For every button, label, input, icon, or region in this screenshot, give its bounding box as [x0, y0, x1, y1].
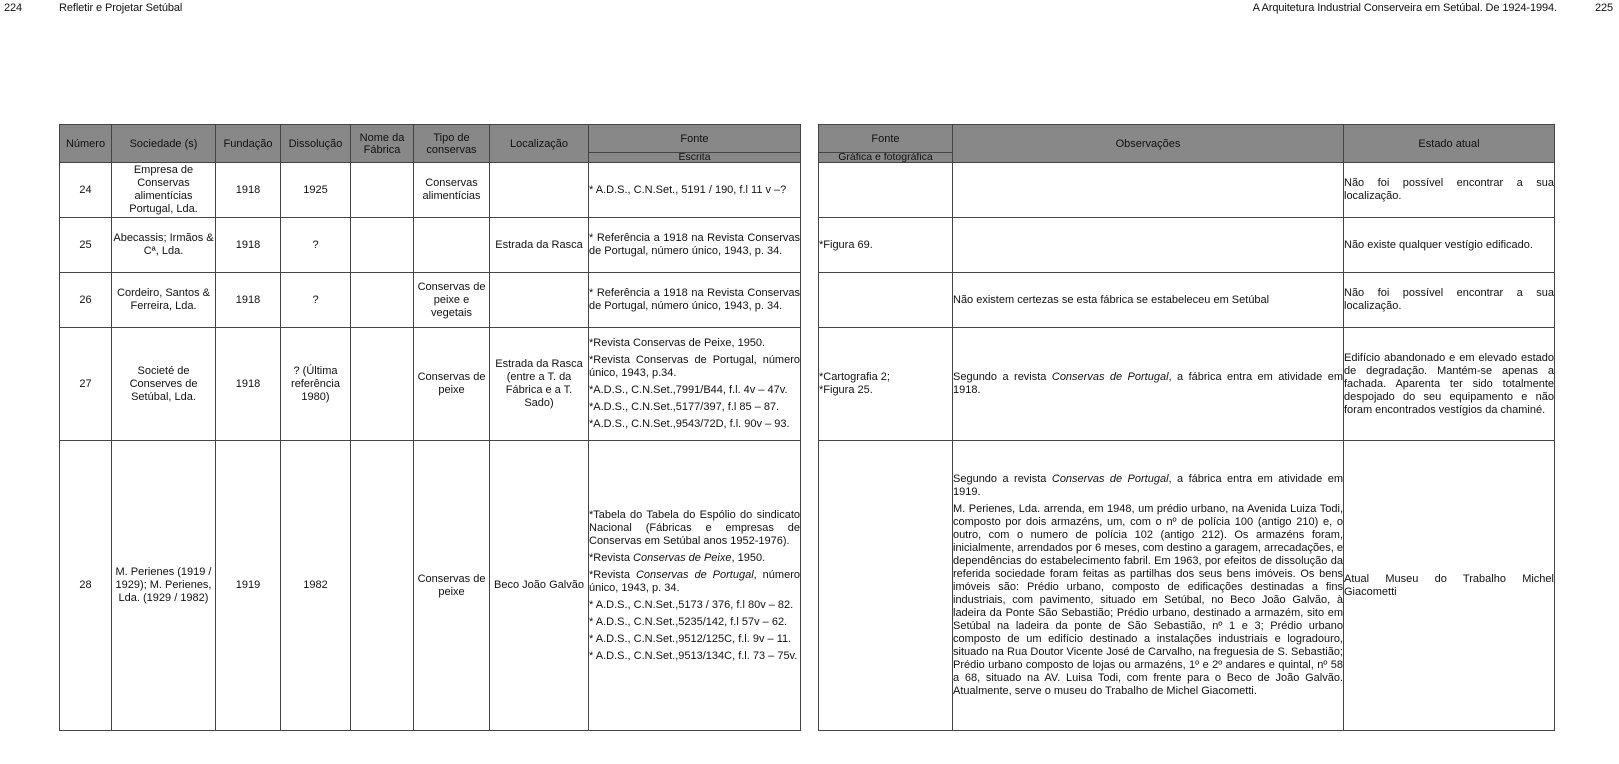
right-table-body: [819, 163, 1555, 731]
estado-atual-cell: Não foi possível encontrar a sua localização.: [1344, 273, 1555, 328]
nome-fabrica-cell: [351, 441, 414, 731]
table-row: [60, 441, 801, 731]
col-header-observacoes: Observações: [953, 125, 1344, 163]
sociedade-cell: M. Perienes (1919 / 1929); M. Perienes, Lda. (1929 / 1982): [112, 441, 216, 731]
col-header-sociedade: Sociedade (s): [112, 125, 216, 163]
publication-title: Conservas de Peixe: [633, 551, 732, 564]
localizacao-cell: Estrada da Rasca: [490, 218, 589, 273]
fonte-escrita-cell: [589, 218, 801, 273]
tipo-conservas-cell: [414, 218, 490, 273]
col-header-fonte-label: Fonte: [680, 133, 709, 145]
right-page-number: 225: [1594, 2, 1613, 14]
source-reference: * Referência a 1918 na Revista Conservas de Portugal, número único, 1943, p. 34.: [589, 232, 800, 257]
source-reference: *Revista Conservas de Peixe, 1950.: [589, 551, 766, 564]
source-reference: * A.D.S., C.N.Set., 5191 / 190, f.l 11 v –?: [589, 183, 787, 196]
tipo-conservas-cell: Conservas de peixe: [414, 328, 490, 441]
observation-paragraph: Não existem certezas se esta fábrica se estabeleceu em Setúbal: [953, 293, 1270, 306]
observation-paragraph: [953, 503, 1343, 698]
nome-fabrica-cell: [351, 163, 414, 218]
tipo-conservas-cell: Conservas de peixe e vegetais: [414, 273, 490, 328]
estado-atual-cell: Atual Museu do Trabalho Michel Giacometti: [1344, 441, 1555, 731]
table-row: [819, 441, 1555, 731]
table-row: [819, 328, 1555, 441]
dissolucao-cell: 1925: [281, 163, 351, 218]
figure-reference: *Figura 69.: [819, 238, 873, 251]
col-header-localizacao: Localização: [490, 125, 589, 163]
col-header-dissolucao: Dissolução: [281, 125, 351, 163]
col-header-fonte-grafica: [819, 125, 953, 163]
fundacao-cell: 1919: [216, 441, 281, 731]
fonte-grafica-cell: [819, 441, 953, 731]
observation-text: Segundo a revista: [953, 473, 1052, 485]
right-running-title: A Arquitetura Industrial Conserveira em Setúbal. De 1924-1994.: [1252, 2, 1557, 14]
source-reference: * A.D.S., C.N.Set.,9513/134C, f.l. 73 – 75v.: [589, 649, 798, 662]
fonte-escrita-cell: [589, 163, 801, 218]
publication-title: Conservas de Portugal: [1051, 473, 1169, 485]
left-table: [59, 124, 801, 731]
source-reference: * A.D.S., C.N.Set.,5235/142, f.l 57v – 62.: [589, 615, 788, 628]
numero-cell: 24: [60, 163, 112, 218]
table-row: [60, 273, 801, 328]
figure-reference: *Figura 25.: [819, 384, 873, 396]
left-page-number: 224: [4, 2, 23, 14]
fundacao-cell: 1918: [216, 328, 281, 441]
observation-paragraph: [953, 473, 1343, 499]
sociedade-cell: Cordeiro, Santos & Ferreira, Lda.: [112, 273, 216, 328]
source-reference: *Revista Conservas de Peixe, 1950.: [589, 337, 766, 349]
observation-text: M. Perienes, Lda. arrenda, em 1948, um prédio urbano, na Avenida Luiza Todi, composto por dois armazéns, um, com o nº de polícia 100 (antigo 210) e, o outro, com o numero de polícia 102 (antigo 212). Os armazéns foram, inicialmente, arrendados por 6 meses, com destino a garagem, arrecadações, e dependências do estabelecimento fabril. Em 1963, por efeitos de dissolução da referida sociedade foram feitas as partilhas dos seus bens imóveis. Os bens imóveis são: Prédio urbano, composto de edificações destinadas a fins industriais, com pavimento, situado em Setúbal, no Beco João Galvão, à ladeira da Ponte São Sebastião; Prédio urbano, destinado a armazém, sito em Setúbal na ladeira da ponte de São Sebastião, nº 1 e 3; Prédio urbano composto de um edifício destinado a instalações industriais e logradouro, situado na Rua Doutor Vicente José de Carvalho, na freguesia de S. Sebastião; Prédio urbano composto de lojas ou armazéns, 1º e 2º andares e quintal, nº 58 a 68, situado na AV. Luisa Todi, com frente para o Beco de João Galvão. Atualmente, serve o museu do Trabalho de Michel Giacometti.: [953, 503, 1343, 697]
localizacao-cell: Estrada da Rasca (entre a T. da Fábrica e a T. Sado): [490, 328, 589, 441]
observation-text: , a fábrica entra em atividade em 1918.: [953, 371, 1343, 396]
col-header-fonte-grafica-label: Fonte: [871, 133, 900, 145]
observation-text: Segundo a revista: [953, 371, 1052, 383]
observacoes-cell: [953, 273, 1344, 328]
source-reference: * A.D.S., C.N.Set.,5173 / 376, f.l 80v – 82.: [589, 598, 794, 611]
sociedade-cell: Abecassis; Irmãos & Cª, Lda.: [112, 218, 216, 273]
source-reference: *Tabela do Tabela do Espólio do sindicato Nacional (Fábricas e empresas de Conservas em Setúbal anos 1952-1976).: [589, 508, 800, 547]
tipo-conservas-cell: Conservas alimentícias: [414, 163, 490, 218]
sociedade-cell: Societé de Conserves de Setúbal, Lda.: [112, 328, 216, 441]
right-header-row: [819, 125, 1555, 163]
observacoes-cell: [953, 163, 1344, 218]
numero-cell: 26: [60, 273, 112, 328]
left-header-row: [60, 125, 801, 163]
sociedade-cell: Empresa de Conservas alimentícias Portugal, Lda.: [112, 163, 216, 218]
nome-fabrica-cell: [351, 273, 414, 328]
tipo-conservas-cell: Conservas de peixe: [414, 441, 490, 731]
observacoes-cell: [953, 328, 1344, 441]
right-table: [818, 124, 1555, 731]
table-row: [819, 163, 1555, 218]
fundacao-cell: 1918: [216, 218, 281, 273]
fundacao-cell: 1918: [216, 163, 281, 218]
numero-cell: 27: [60, 328, 112, 441]
publication-title: Conservas de Portugal: [1051, 371, 1169, 383]
nome-fabrica-cell: [351, 328, 414, 441]
nome-fabrica-cell: [351, 218, 414, 273]
dissolucao-cell: ?: [281, 273, 351, 328]
localizacao-cell: [490, 163, 589, 218]
observation-text: , a fábrica entra em atividade em 1919.: [953, 473, 1343, 498]
observacoes-cell: [953, 441, 1344, 731]
source-reference: * A.D.S., C.N.Set.,9512/125C, f.l. 9v – 11.: [589, 632, 792, 645]
figure-reference: *Cartografia 2;: [819, 371, 890, 383]
numero-cell: 28: [60, 441, 112, 731]
fonte-grafica-cell: [819, 163, 953, 218]
source-reference: *Revista Conservas de Portugal, número único, 1943, p.34.: [589, 354, 800, 379]
estado-atual-cell: Edifício abandonado e em elevado estado de degradação. Mantém-se apenas a fachada. Aparenta ter sido totalmente despojado do seu equipamento e não foram encontrados vestígios da chaminé.: [1344, 328, 1555, 441]
source-reference: *A.D.S., C.N.Set.,7991/B44, f.l. 4v – 47v.: [589, 384, 788, 396]
col-header-fundacao: Fundação: [216, 125, 281, 163]
estado-atual-cell: Não existe qualquer vestígio edificado.: [1344, 218, 1555, 273]
observation-paragraph: [953, 371, 1343, 397]
table-row: [819, 273, 1555, 328]
fonte-escrita-cell: [589, 328, 801, 441]
estado-atual-cell: Não foi possível encontrar a sua localização.: [1344, 163, 1555, 218]
table-row: [60, 163, 801, 218]
source-reference: * Referência a 1918 na Revista Conservas de Portugal, número único, 1943, p. 34.: [589, 287, 800, 312]
source-reference: *A.D.S., C.N.Set.,9543/72D, f.l. 90v – 93.: [589, 418, 790, 430]
localizacao-cell: [490, 273, 589, 328]
source-reference: *Revista Conservas de Portugal, número único, 1943, p. 34.: [589, 568, 800, 594]
numero-cell: 25: [60, 218, 112, 273]
table-row: [819, 218, 1555, 273]
localizacao-cell: Beco João Galvão: [490, 441, 589, 731]
col-header-fonte-grafica-sub: Gráfica e fotográfica: [819, 152, 952, 162]
observacoes-cell: [953, 218, 1344, 273]
col-header-fonte-sub: Escrita: [589, 152, 800, 162]
left-table-body: [60, 163, 801, 731]
fundacao-cell: 1918: [216, 273, 281, 328]
source-reference: *A.D.S., C.N.Set.,5177/397, f.l 85 – 87.: [589, 401, 780, 413]
dissolucao-cell: ?: [281, 218, 351, 273]
col-header-tipo-conservas: Tipo de conservas: [414, 125, 490, 163]
fonte-grafica-cell: [819, 218, 953, 273]
publication-title: Conservas de Portugal: [635, 568, 754, 581]
table-row: [60, 218, 801, 273]
fonte-grafica-cell: [819, 273, 953, 328]
fonte-escrita-cell: [589, 441, 801, 731]
col-header-nome-fabrica: Nome da Fábrica: [351, 125, 414, 163]
col-header-fonte: [589, 125, 801, 163]
dissolucao-cell: 1982: [281, 441, 351, 731]
fonte-escrita-cell: [589, 273, 801, 328]
dissolucao-cell: ? (Última referência 1980): [281, 328, 351, 441]
left-running-title: Refletir e Projetar Setúbal: [59, 2, 183, 14]
fonte-grafica-cell: [819, 328, 953, 441]
col-header-estado-atual: Estado atual: [1344, 125, 1555, 163]
table-row: [60, 328, 801, 441]
col-header-numero: Número: [60, 125, 112, 163]
